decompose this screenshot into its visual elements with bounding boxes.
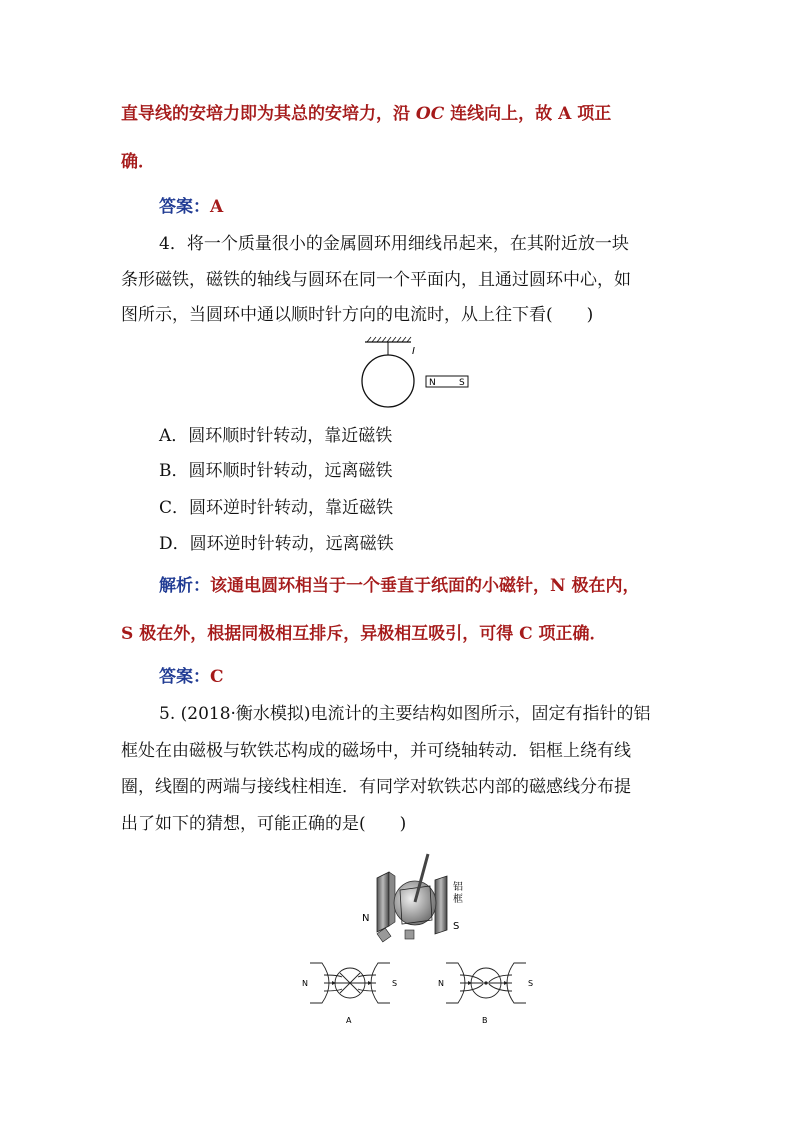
magnet-n-label: N [429,378,436,388]
choice-b-n-label: N [438,979,444,988]
metal-ring [362,355,414,407]
pole-n-label: N [362,913,370,924]
q3-answer-label: 答案： [159,197,210,217]
q3-explanation-line1 [121,102,611,126]
q4-explanation-line1 [159,574,639,598]
q4-stem-line1: 4．将一个质量很小的金属圆环用细线吊起来，在其附近放一块 [159,234,629,254]
q5-stem-line1: 5. (2018·衡水模拟)电流计的主要结构如图所示，固定有指针的铝 [159,704,651,724]
frame-label-1: 铝 [453,882,463,893]
q4-explanation-text1: 该通电圆环相当于一个垂直于纸面的小磁针，N 极在内， [210,576,640,596]
q4-figure-ring-and-magnet [355,336,485,416]
q5-choice-a-diagram [300,955,400,1027]
q3-explanation-text-b: 连线向上，故 A 项正 [444,104,612,124]
choice-b-label: B [482,1016,488,1025]
choice-a-n-label: N [302,979,308,988]
magnet-pole-s [435,876,447,934]
q3-answer-value: A [210,197,224,217]
q5-stem-line3: 圈，线圈的两端与接线柱相连．有同学对软铁芯内部的磁感线分布提 [121,777,631,797]
q3-explanation-line2: 确． [121,152,155,172]
q4-option-a: A．圆环顺时针转动，靠近磁铁 [159,426,393,446]
magnet-s-label: S [459,378,465,388]
choice-b-s-label: S [528,979,534,988]
q4-answer [159,665,224,689]
current-label: I [412,346,415,357]
q4-explanation-label: 解析： [159,576,210,596]
q3-answer [159,195,223,219]
choice-a-label: A [346,1016,352,1025]
q4-answer-value: C [210,667,224,687]
q4-stem-line3: 图所示，当圆环中通以顺时针方向的电流时，从上往下看( ) [121,305,594,325]
q4-option-b: B．圆环顺时针转动，远离磁铁 [159,461,393,481]
q4-option-c: C．圆环逆时针转动，靠近磁铁 [159,498,394,518]
choice-a-s-label: S [392,979,398,988]
q4-stem-line2: 条形磁铁，磁铁的轴线与圆环在同一个平面内，且通过圆环中心，如 [121,270,631,290]
q4-answer-label: 答案： [159,667,210,687]
q5-choice-b-diagram [436,955,536,1027]
q4-explanation-line2: S 极在外，根据同极相互排斥，异极相互吸引，可得 C 项正确． [121,624,607,644]
q3-explanation-oc: OC [415,104,445,124]
magnet-pole-n [377,872,389,932]
q5-stem-line4: 出了如下的猜想，可能正确的是( ) [121,814,407,834]
q5-stem-line2: 框处在由磁极与软铁芯构成的磁场中，并可绕轴转动．铝框上绕有线 [121,741,631,761]
q3-explanation-text-a: 直导线的安培力即为其总的安培力，沿 [121,104,416,124]
q5-galvanometer-figure [355,850,475,950]
pole-s-label: S [453,921,460,932]
q4-option-d: D．圆环逆时针转动，远离磁铁 [159,534,394,554]
frame-label-2: 框 [453,894,463,905]
